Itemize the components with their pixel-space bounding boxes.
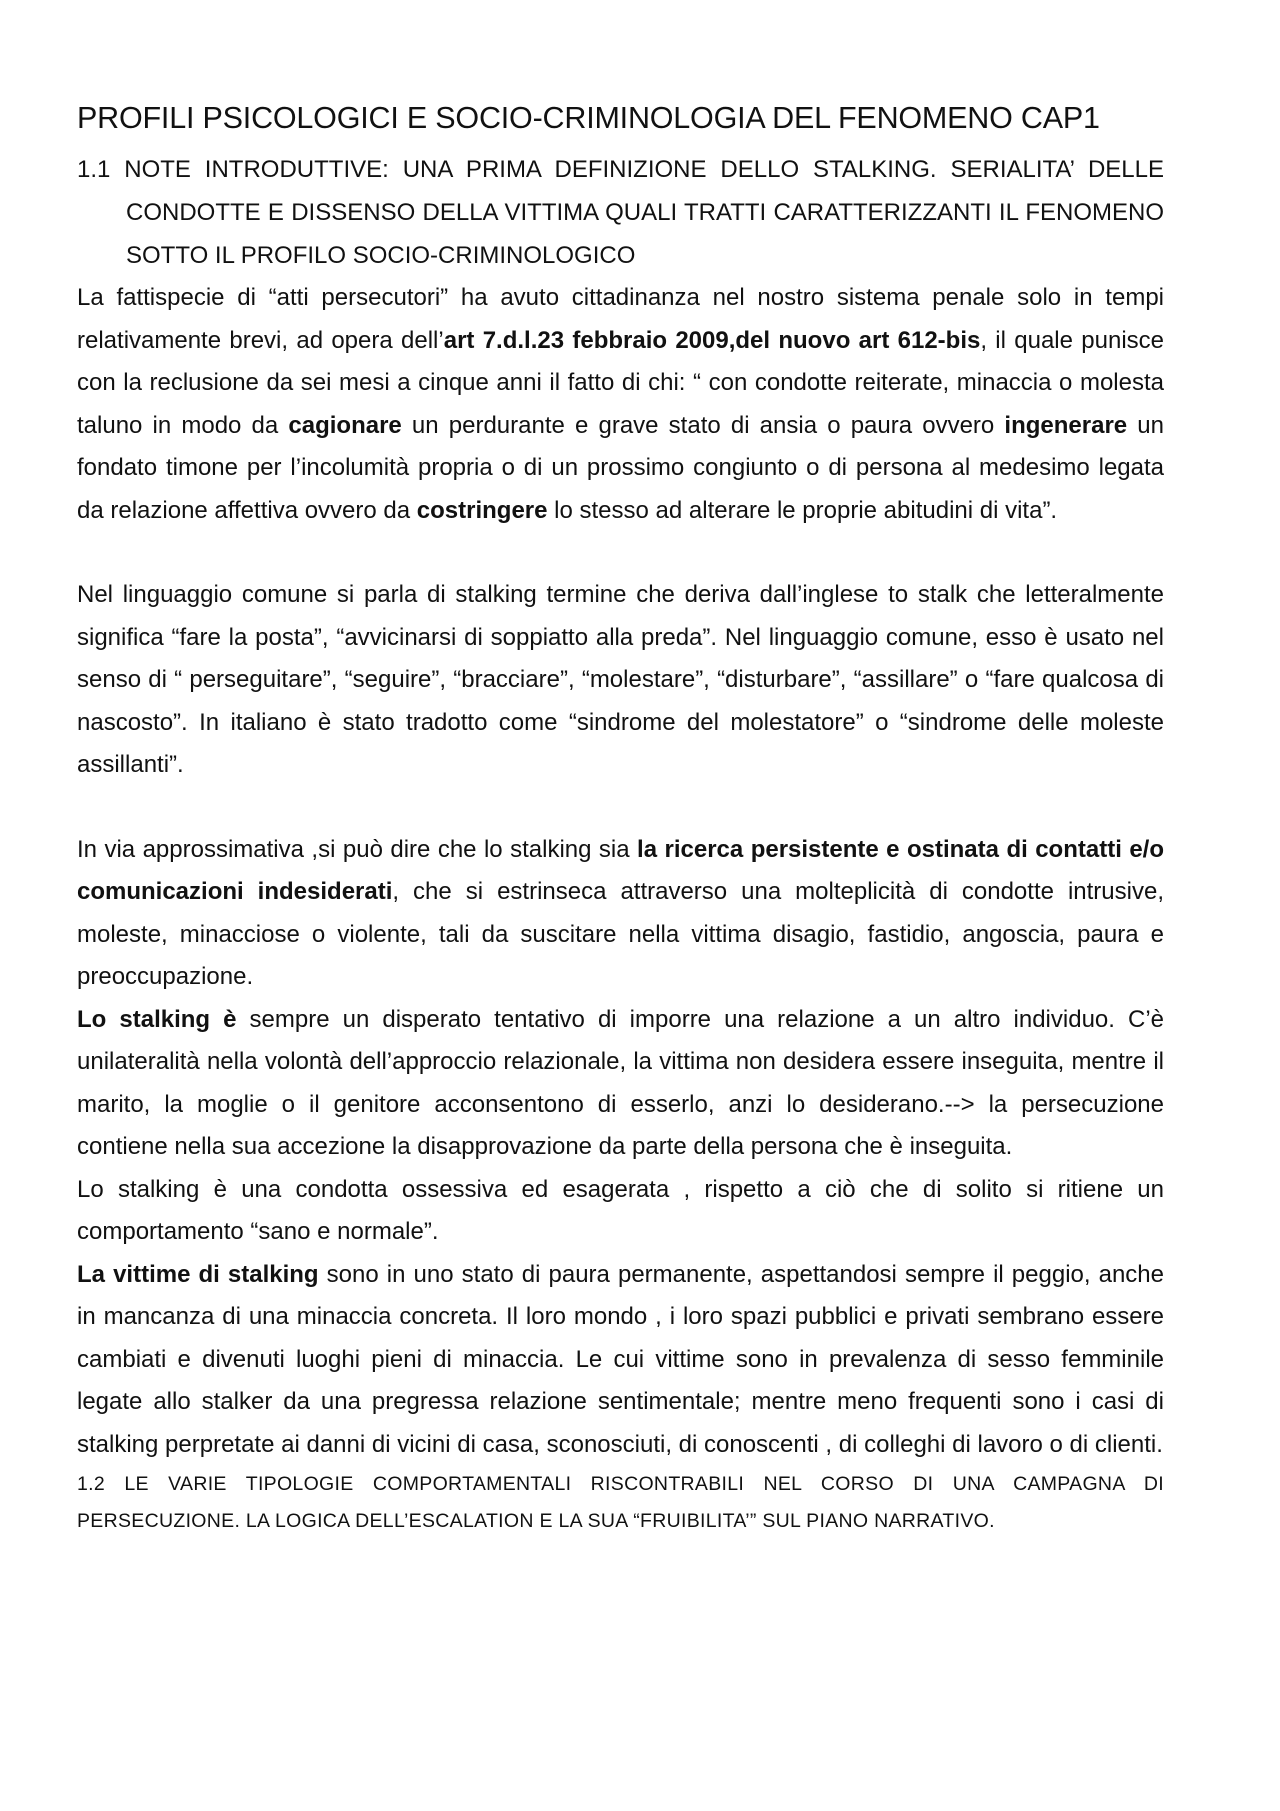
text-run: , che si estrinseca attraverso una molteplicità di condotte intrusive, moleste, minacciose o violente, tali da suscitare nella vittima disagio, fastidio, angoscia, paura e preoccupazione. <box>77 878 1164 990</box>
paragraph-vittime <box>77 1254 1164 1467</box>
text-run: sempre un disperato tentativo di imporre una relazione a un altro individuo. C’è unilateralità nella volontà dell’approccio relazionale, la vittima non desidera essere inseguita, mentre il marito, la moglie o il genitore acconsentono di esserlo, anzi lo desiderano.--> la persecuzione contiene nella sua accezione la disapprovazione da parte della persona che è inseguita. <box>77 1005 1164 1160</box>
text-run: In via approssimativa ,si può dire che lo stalking sia <box>77 835 638 863</box>
paragraph-gap <box>77 787 1164 829</box>
section-heading-1-1: 1.1 NOTE INTRODUTTIVE: UNA PRIMA DEFINIZIONE DELLO STALKING. SERIALITA’ DELLE CONDOTTE E DISSENSO DELLA VITTIMA QUALI TRATTI CARATTERIZZANTI IL FENOMENO SOTTO IL PROFILO SOCIO-CRIMINOLOGICO <box>77 156 1164 269</box>
document-title: PROFILI PSICOLOGICI E SOCIO-CRIMINOLOGIA DEL FENOMENO CAP1 <box>77 101 1100 135</box>
text-run: sono in uno stato di paura permanente, aspettandosi sempre il peggio, anche in mancanza di una minaccia concreta. Il loro mondo , i loro spazi pubblici e privati sembrano essere cambiati e divenuti luoghi pieni di minaccia. Le cui vittime sono in prevalenza di sesso femminile legate allo stalker da una pregressa relazione sentimentale; mentre meno frequenti sono i casi di stalking perpretate ai danni di vicini di casa, sconosciuti, di conoscenti , di colleghi di lavoro o di clienti. <box>77 1260 1164 1458</box>
paragraph-linguaggio-comune: Nel linguaggio comune si parla di stalking termine che deriva dall’inglese to stalk che letteralmente significa “fare la posta”, “avvicinarsi di soppiatto alla preda”. Nel linguaggio comune, esso è usato nel senso di “ perseguitare”, “seguire”, “bracciare”, “molestare”, “disturbare”, “assillare” o “fare qualcosa di nascosto”. In italiano è stato tradotto come “sindrome del molestatore” o “sindrome delle moleste assillanti”. <box>77 581 1164 778</box>
bold-run: la ricerca persistente e ostinata di contatti e/o comunicazioni indesiderati <box>77 835 1164 905</box>
bold-run: art 7.d.l.23 febbraio 2009,del nuovo art 612-bis <box>443 326 981 354</box>
text-run: , il quale punisce con la reclusione da sei mesi a cinque anni il fatto di chi: “ con condotte reiterate, minaccia o molesta taluno in modo da <box>77 326 1165 439</box>
text-run: un fondato timone per l’incolumità propria o di un prossimo congiunto o di persona al medesimo legata da relazione affettiva ovvero da <box>77 411 1164 524</box>
bold-run: ingenerare <box>1004 411 1128 439</box>
paragraph-condotta-ossessiva: Lo stalking è una condotta ossessiva ed esagerata , rispetto a ciò che di solito si ritiene un comportamento “sano e normale”. <box>77 1175 1164 1245</box>
text-run: lo stesso ad alterare le proprie abitudini di vita”. <box>547 496 1058 524</box>
paragraph-via-approssimativa <box>77 829 1164 999</box>
document-page <box>77 96 1164 1540</box>
section-heading-1-2: 1.2 LE VARIE TIPOLOGIE COMPORTAMENTALI RISCONTRABILI NEL CORSO DI UNA CAMPAGNA DI PERSECUZIONE. LA LOGICA DELL’ESCALATION E LA SUA “FRUIBILITA’” SUL PIANO NARRATIVO. <box>77 1473 1164 1532</box>
paragraph-lo-stalking <box>77 999 1164 1169</box>
bold-run: Lo stalking è <box>77 1005 237 1033</box>
text-run: un perdurante e grave stato di ansia o paura ovvero <box>401 411 1005 439</box>
paragraph-atti-persecutori <box>77 277 1164 532</box>
paragraph-gap <box>77 532 1164 574</box>
bold-run: La vittime di stalking <box>77 1260 319 1288</box>
bold-run: cagionare <box>288 411 402 439</box>
text-run: La fattispecie di “atti persecutori” ha avuto cittadinanza nel nostro sistema penale solo in tempi relativamente brevi, ad opera dell’ <box>77 284 1164 354</box>
bold-run: costringere <box>416 496 548 524</box>
